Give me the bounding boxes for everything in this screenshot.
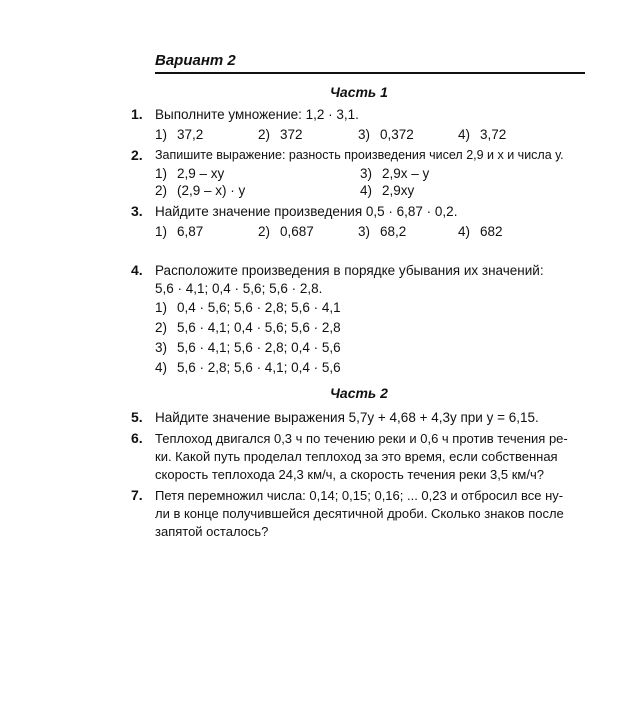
title-underline xyxy=(155,72,585,74)
q4-option-3: 3) 5,6 · 4,1; 5,6 · 2,8; 0,4 · 5,6 xyxy=(155,340,341,355)
q4-option-2: 2) 5,6 · 4,1; 0,4 · 5,6; 5,6 · 2,8 xyxy=(155,320,341,335)
q6-text-line2: ки. Какой путь проделал теплоход за это время, если собственная xyxy=(155,449,558,464)
q3-option-3: 3) 68,2 xyxy=(358,224,407,239)
q7-number: 7. xyxy=(131,487,143,503)
q4-number: 4. xyxy=(131,262,143,278)
part1-title: Часть 1 xyxy=(330,84,388,100)
q6-text-line3: скорость теплохода 24,3 км/ч, а скорость течения реки 3,5 км/ч? xyxy=(155,467,544,482)
q2-number: 2. xyxy=(131,147,143,163)
q1-text: Выполните умножение: 1,2 · 3,1. xyxy=(155,107,359,122)
q3-text: Найдите значение произведения 0,5 · 6,87 · 0,2. xyxy=(155,204,458,219)
q4-option-1: 1) 0,4 · 5,6; 5,6 · 2,8; 5,6 · 4,1 xyxy=(155,300,341,315)
q4-text-line2: 5,6 · 4,1; 0,4 · 5,6; 5,6 · 2,8. xyxy=(155,281,323,296)
q2-option-2: 2) (2,9 – х) · у xyxy=(155,183,246,198)
q2-option-3: 3) 2,9х – у xyxy=(360,166,430,181)
part2-title: Часть 2 xyxy=(330,385,388,401)
variant-title: Вариант 2 xyxy=(155,52,236,69)
q5-text: Найдите значение выражения 5,7у + 4,68 + 4,3у при у = 6,15. xyxy=(155,410,539,425)
q4-option-4: 4) 5,6 · 2,8; 5,6 · 4,1; 0,4 · 5,6 xyxy=(155,360,341,375)
q3-option-2: 2) 0,687 xyxy=(258,224,314,239)
q1-option-3: 3) 0,372 xyxy=(358,127,414,142)
q2-option-4: 4) 2,9ху xyxy=(360,183,415,198)
q6-text-line1: Теплоход двигался 0,3 ч по течению реки и 0,6 ч против течения ре- xyxy=(155,431,568,446)
q2-text: Запишите выражение: разность произведения чисел 2,9 и х и числа у. xyxy=(155,148,564,162)
q7-text-line2: ли в конце получившейся десятичной дроби. Сколько знаков после xyxy=(155,506,564,521)
q1-number: 1. xyxy=(131,106,143,122)
q7-text-line1: Петя перемножил числа: 0,14; 0,15; 0,16; ... 0,23 и отбросил все ну- xyxy=(155,488,564,503)
q2-option-1: 1) 2,9 – ху xyxy=(155,166,225,181)
q3-option-1: 1) 6,87 xyxy=(155,224,204,239)
q3-option-4: 4) 682 xyxy=(458,224,503,239)
q7-text-line3: запятой осталось? xyxy=(155,524,269,539)
q1-option-1: 1) 37,2 xyxy=(155,127,204,142)
q6-number: 6. xyxy=(131,430,143,446)
q5-number: 5. xyxy=(131,409,143,425)
q1-option-4: 4) 3,72 xyxy=(458,127,507,142)
q3-number: 3. xyxy=(131,203,143,219)
q1-option-2: 2) 372 xyxy=(258,127,303,142)
q4-text-line1: Расположите произведения в порядке убывания их значений: xyxy=(155,263,544,278)
